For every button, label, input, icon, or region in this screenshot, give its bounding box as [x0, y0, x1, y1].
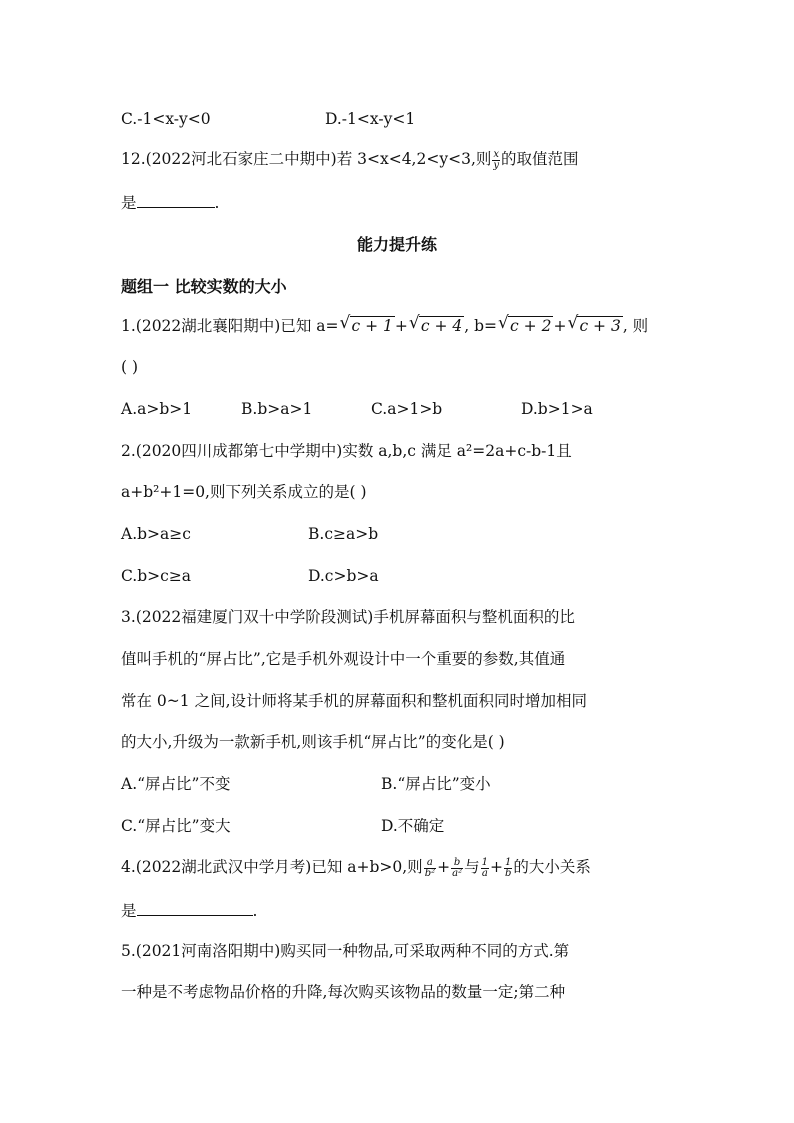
fraction-b-over-a2: $\frac{b}{\text{a²}}$	[452, 856, 463, 879]
q3-option-c[interactable]: C.“屏占比”变大	[121, 817, 231, 835]
q1-option-d[interactable]: D.b>1>a	[521, 400, 593, 418]
question-3-line-2: 值叫手机的“屏占比”,它是手机外观设计中一个重要的参数,其值通	[121, 650, 566, 668]
question-2-line-2: a+b²+1=0,则下列关系成立的是( )	[121, 483, 367, 501]
question-3-line-3: 常在 0~1 之间,设计师将某手机的屏幕面积和整机面积同时增加相同	[121, 692, 587, 710]
q2-option-c[interactable]: C.b>c≥a	[121, 567, 192, 585]
question-5-line-1: 5.(2021河南洛阳期中)购买同一种物品,可采取两种不同的方式.第	[121, 942, 570, 960]
question-1-paren: ( )	[121, 358, 139, 376]
sqrt-c-plus-4: √ c + 4	[408, 313, 463, 335]
sqrt-c-plus-3: √ c + 3	[567, 313, 621, 335]
group-title: 题组一 比较实数的大小	[121, 277, 287, 296]
question-1-line-1: 1.(2022湖北襄阳期中)已知 a= √ c + 1 + √ c + 4 , b= √ c + 2 + √ c + 3 , 则	[121, 313, 649, 335]
question-12-line-1	[121, 149, 579, 171]
q3-option-b[interactable]: B.“屏占比”变小	[381, 775, 491, 793]
option-c: C.-1<x-y<0	[121, 110, 211, 128]
question-12-line-2: 是 .	[121, 191, 219, 213]
question-12-suffix: 的取值范围	[501, 150, 579, 168]
section-title: 能力提升练	[356, 235, 437, 254]
question-3-line-1: 3.(2022福建厦门双十中学阶段测试)手机屏幕面积与整机面积的比	[121, 608, 575, 626]
q3-option-a[interactable]: A.“屏占比”不变	[121, 775, 231, 793]
fraction-1-over-a: $\frac{1}{a}$	[481, 856, 488, 879]
question-4-line-2: 是 .	[121, 899, 257, 921]
question-12-prefix: 12.(2022河北石家庄二中期中)若 3<x<4,2<y<3,则	[121, 150, 492, 168]
question-3-line-4: 的大小,升级为一款新手机,则该手机“屏占比”的变化是( )	[121, 733, 505, 751]
q2-option-d[interactable]: D.c>b>a	[308, 567, 379, 585]
question-4-line-1: 4.(2022湖北武汉中学月考)已知 a+b>0,则 $\frac{a}{\text{b²}}$ + $\frac{b}{\text{a²}}$ 与 $\frac{1}{a}$ + $\frac{1}{b}$ 的大小关系	[121, 856, 591, 879]
q3-option-d[interactable]: D.不确定	[381, 817, 445, 835]
q1-option-c[interactable]: C.a>1>b	[371, 400, 443, 418]
q1-option-a[interactable]: A.a>b>1	[121, 400, 193, 418]
fraction-a-over-b2: $\frac{a}{\text{b²}}$	[424, 856, 436, 879]
sqrt-c-plus-2: √ c + 2	[498, 313, 552, 335]
answer-blank-4[interactable]	[137, 899, 253, 916]
sqrt-c-plus-1: √ c + 1	[339, 313, 393, 335]
q1-option-b[interactable]: B.b>a>1	[241, 400, 313, 418]
fraction-1-over-b: $\frac{1}{b}$	[504, 856, 512, 879]
question-5-line-2: 一种是不考虑物品价格的升降,每次购买该物品的数量一定;第二种	[121, 983, 566, 1001]
fraction-x-over-y: $\frac{x}{y}$	[493, 148, 500, 171]
answer-blank-12[interactable]	[137, 191, 215, 208]
question-2-line-1: 2.(2020四川成都第七中学期中)实数 a,b,c 满足 a²=2a+c-b-1且	[121, 442, 572, 460]
q2-option-a[interactable]: A.b>a≥c	[121, 525, 191, 543]
q2-option-b[interactable]: B.c≥a>b	[308, 525, 379, 543]
option-d: D.-1<x-y<1	[325, 110, 416, 128]
